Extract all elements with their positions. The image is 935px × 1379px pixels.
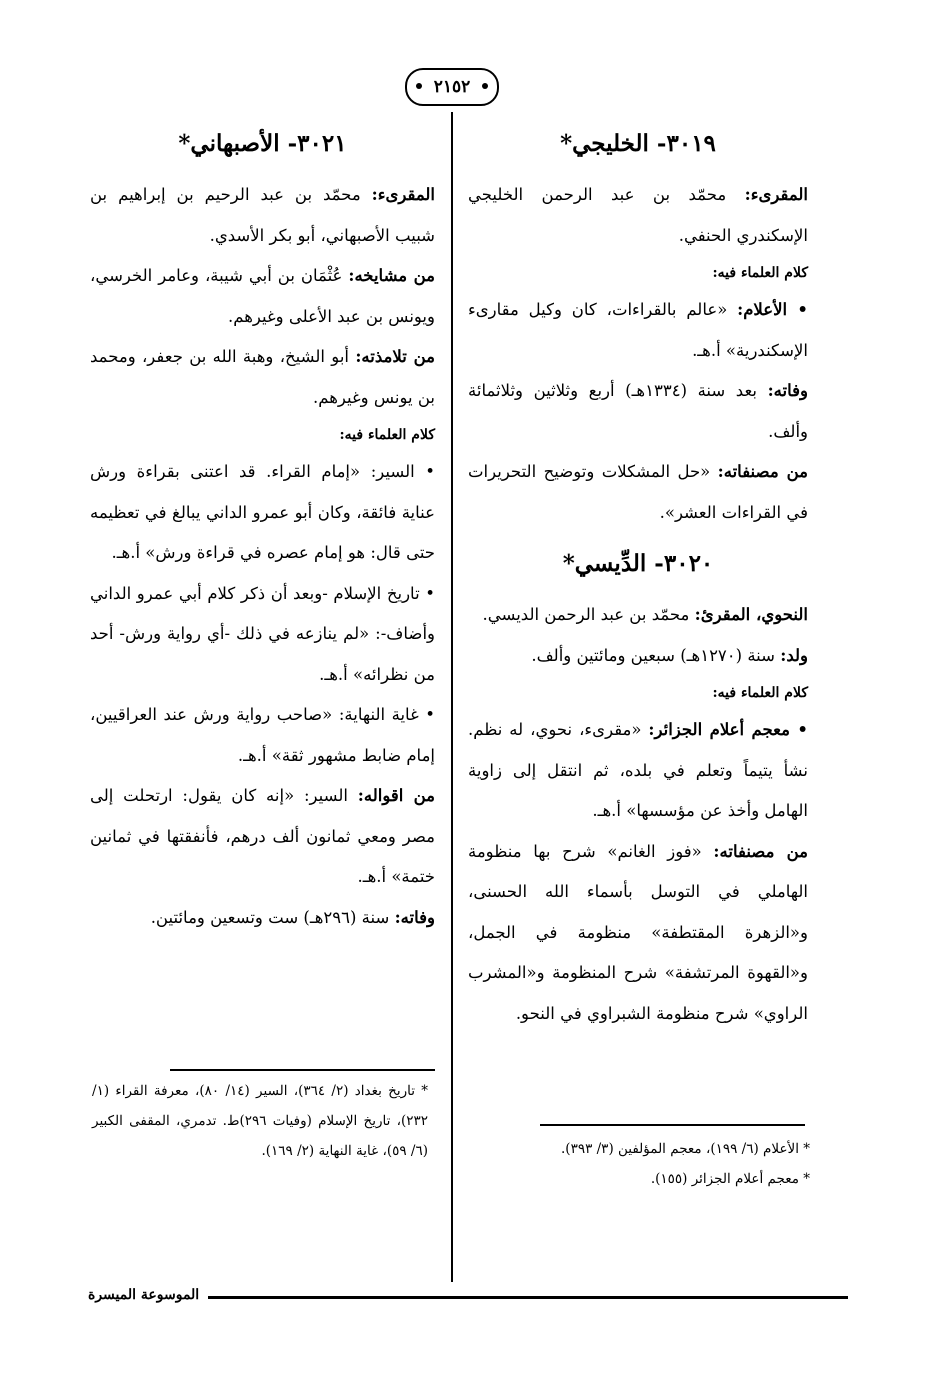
footnote-rule-right (540, 1124, 805, 1126)
alam-label: • الأعلام: (737, 300, 808, 319)
entry-title-3019: ٣٠١٩- الخليجي* (560, 130, 716, 157)
ulama-heading: كلام العلماء فيه: (712, 265, 808, 281)
works-paragraph (468, 832, 808, 1035)
born-text: سنة (١٢٧٠هـ) سبعين ومائتين وألف. (531, 645, 775, 665)
shuyukh-text: عُثْمَان بن أبي شيبة، وعامر الخرسي، ويونس بن عبد الأعلى وغيرهم. (90, 266, 435, 326)
works-text: «فوز الغانم» شرح بها منظومة الهاملي في التوسل بأسماء الله الحسنى، و«الزهرة المقتطفة» منظومة في الجمل، و«القهوة المرتشفة» شرح المنظومة و«المشرب الراوي» شرح منظومة الشبراوي في النحو. (468, 841, 808, 1023)
aqwal-paragraph (90, 776, 435, 898)
aqwal-text: السير: «إنه كان يقول: ارتحلت إلى مصر ومعي ثمانون ألف درهم، فأنفقتها في ثمانين ختمة» أ.هـ. (90, 786, 435, 886)
entry-title-3020: ٣٠٢٠- الدِّيسي* (562, 550, 714, 577)
aqwal-label: من اقواله: (357, 786, 436, 805)
series-title: الموسوعة الميسرة (88, 1287, 200, 1303)
ghaya-label: • غاية النهاية: (338, 705, 436, 724)
ornament-dot (416, 83, 422, 89)
works-text: «حل المشكلات وتوضيح التحريرات في القراءات العشر». (468, 462, 808, 522)
tarikh-text: -وبعد أن ذكر كلام أبي عمرو الداني وأضاف-: «لم ينازعه في ذلك -أي رواية ورش- أحد من نظرائه» أ.هـ. (90, 583, 435, 684)
muqri-paragraph (90, 175, 435, 256)
tarikh-label: • تاريخ الإسلام (333, 583, 435, 603)
muqri-label: المقرىء: (371, 185, 435, 204)
muqri-label: المقرىء: (744, 185, 808, 204)
shuyukh-paragraph (90, 256, 435, 337)
muqri-text: محمّد بن عبد الرحيم بن إبراهيم بن شبيب الأصبهاني، أبو بكر الأسدي. (90, 185, 435, 245)
ornament-dot (482, 83, 488, 89)
death-label: وفاته: (767, 381, 808, 400)
ulama-heading: كلام العلماء فيه: (339, 427, 435, 443)
death-label: وفاته: (394, 907, 435, 927)
footnotes-left (92, 1076, 428, 1166)
ghaya-text: «صاحب رواية ورش عند العراقيين، إمام ضابط مشهور ثقة» أ.هـ. (90, 705, 435, 765)
column-divider (451, 112, 453, 1282)
death-text: سنة (٢٩٦هـ) ست وتسعين ومائتين. (150, 907, 390, 927)
mujam-label: • معجم أعلام الجزائر: (648, 720, 808, 739)
shuyukh-label: من مشايخه: (348, 266, 435, 285)
alam-text: «عالم بالقراءات، كان وكيل مقارىء الإسكندرية» أ.هـ. (468, 300, 808, 360)
nahwi-label: النحوي، المقرئ: (694, 605, 808, 624)
tarikh-paragraph (90, 574, 435, 696)
death-text: بعد سنة (١٣٣٤هـ) أربع وثلاثين وثلاثمائة وألف. (468, 381, 808, 441)
siyar-text: «إمام القراء. قد اعتنى بقراءة ورش عناية فائقة، وكان أبو عمرو الداني يبالغ في تعظيمه حتى قال: هو إمام عصره في قراءة ورش» أ.هـ. (90, 462, 435, 562)
talamidh-paragraph (90, 337, 435, 418)
nahwi-text: محمّد بن عبد الرحمن الديسي. (482, 605, 690, 624)
mujam-paragraph (468, 710, 808, 832)
page-number-text: ٢١٥٢ (433, 77, 471, 97)
right-column (468, 113, 808, 1034)
nahwi-paragraph (468, 595, 808, 636)
footnote: * تاريخ بغداد (٢/ ٣٦٤)، السير (١٤/ ٨٠)، معرفة القراء (١/ ٢٣٢)، تاريخ الإسلام (وفيات ٢٩٦)ط. تدمري، المقفى الكبير (٦/ ٥٩)، غاية النهاية (٢/ ١٦٩). (92, 1083, 429, 1159)
talamidh-label: من تلامذته: (355, 347, 436, 366)
works-label: من مصنفاته: (717, 462, 808, 481)
footnote: * معجم أعلام الجزائر (١٥٥). (650, 1171, 810, 1187)
page-number (405, 68, 499, 106)
death-paragraph (90, 898, 435, 939)
ghaya-paragraph (90, 695, 435, 776)
siyar-label: • السير: (370, 462, 436, 481)
muqri-text: محمّد بن عبد الرحمن الخليجي الإسكندري الحنفي. (468, 185, 808, 245)
works-label: من مصنفاته: (713, 841, 809, 861)
footnotes-right (470, 1134, 810, 1194)
born-label: ولد: (780, 645, 808, 665)
alam-paragraph (468, 290, 808, 371)
born-paragraph (468, 636, 808, 677)
mujam-text: «مقرىء، نحوي، له نظم. نشأ يتيماً وتعلم في بلده، ثم انتقل إلى زاوية الهامل وأخذ عن مؤسسها» أ.هـ. (468, 720, 808, 820)
siyar-paragraph (90, 452, 435, 574)
entry-title-3021: ٣٠٢١- الأصبهاني* (178, 130, 347, 157)
ulama-heading: كلام العلماء فيه: (712, 685, 808, 701)
muqri-paragraph (468, 175, 808, 256)
footnote-rule-left (170, 1069, 435, 1071)
talamidh-text: أبو الشيخ، وهبة الله بن جعفر، ومحمد بن يونس وغيرهم. (90, 347, 435, 407)
footer-rule (208, 1296, 848, 1299)
footnote: * الأعلام (٦/ ١٩٩)، معجم المؤلفين (٣/ ٣٩٣). (561, 1141, 810, 1157)
death-paragraph (468, 371, 808, 452)
left-column (90, 113, 435, 938)
works-paragraph (468, 452, 808, 533)
